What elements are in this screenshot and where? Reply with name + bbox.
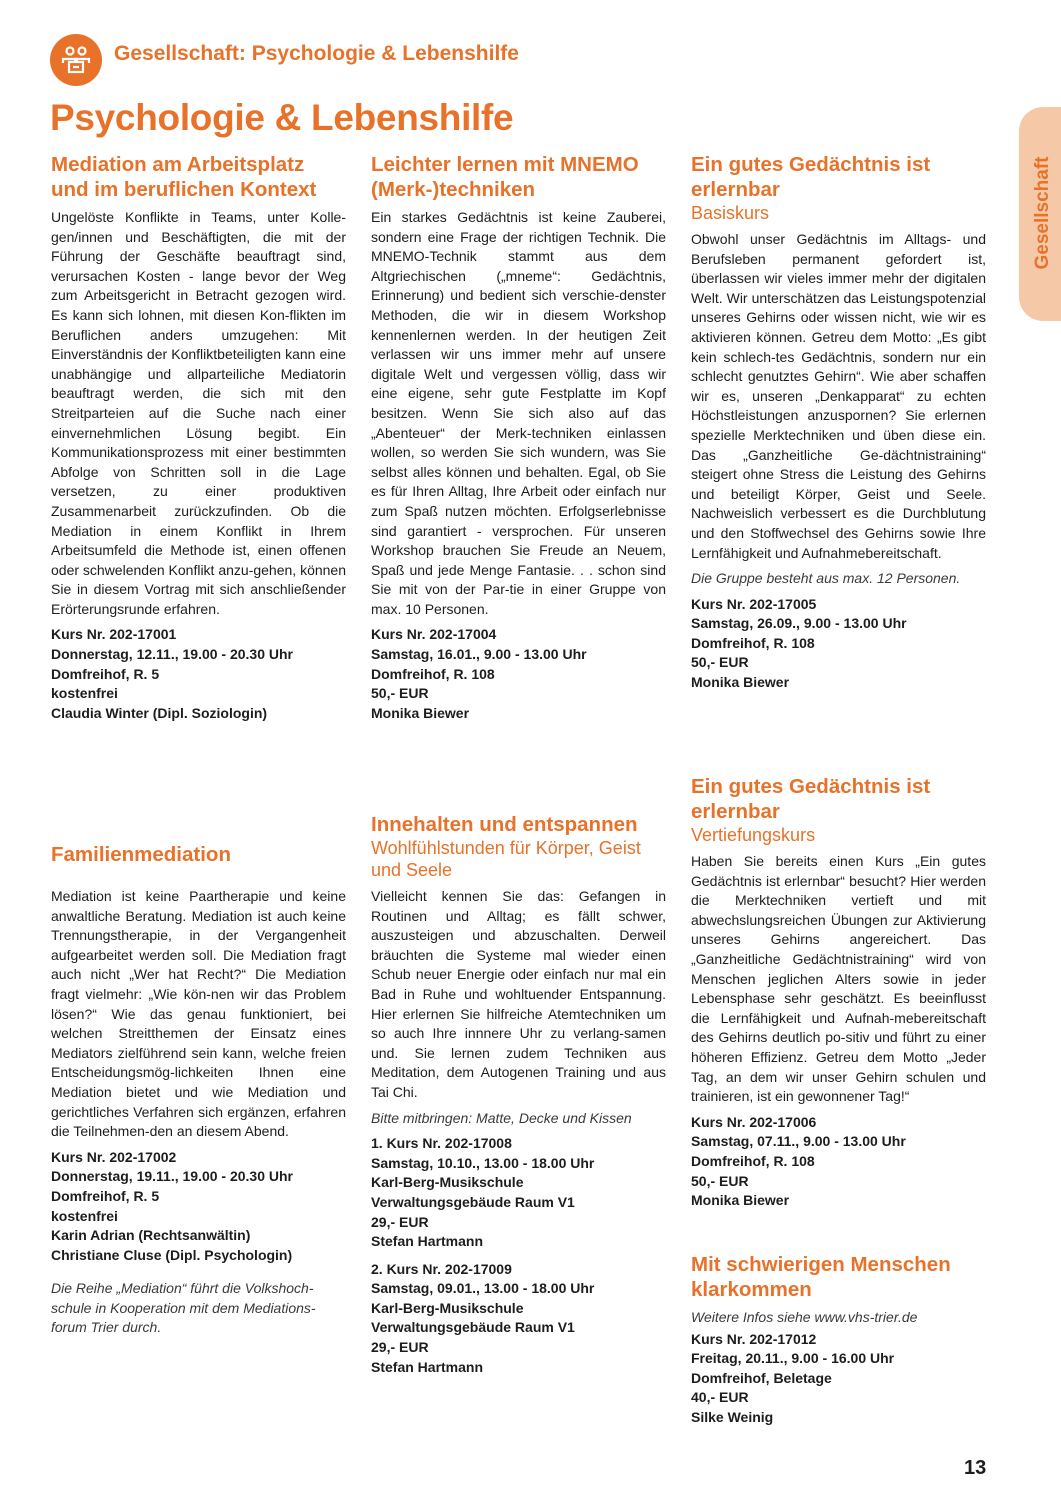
course-title: Familienmediation <box>51 843 231 866</box>
course-title: Ein gutes Gedächtnis ist erlernbar <box>691 775 931 823</box>
course-mnemo <box>371 152 666 723</box>
course-price: 29,- EUR <box>371 1213 429 1230</box>
course-location: Domfreihof, R. 108 <box>691 634 815 651</box>
course-number: Kurs Nr. 202-17001 <box>51 626 177 643</box>
course-title: Ein gutes Gedächtnis ist erlernbar <box>691 153 931 201</box>
course-date: Samstag, 09.01., 13.00 - 18.00 Uhr <box>371 1280 595 1297</box>
course-gedaechtnis-basis <box>691 152 986 693</box>
course-price: kostenfrei <box>51 1207 118 1224</box>
course-description: Vielleicht kennen Sie das: Gefangen in Routinen und Alltag; es fällt schwer, auszusteigen und abzuschalten. Derweil bräuchten die Systeme mal wieder einen Schub neuer Energie oder einfach nur mal ein Bad in Ruhe und wohltuender Entspannung. Hier erlernen Sie hilfreiche Atemtechniken um so auch Ihre innnere Uhr zu verlang-samen und. Sie lernen zudem Techniken aus Meditation, dem Autogenen Training und aus Tai Chi. <box>371 888 666 1100</box>
course-number: 2. Kurs Nr. 202-17009 <box>371 1260 512 1277</box>
course-teacher: Stefan Hartmann <box>371 1233 484 1250</box>
page-title: Psychologie & Lebenshilfe <box>50 97 514 138</box>
course-price: 40,- EUR <box>691 1389 749 1406</box>
course-date: Samstag, 10.10., 13.00 - 18.00 Uhr <box>371 1154 595 1171</box>
course-price: 29,- EUR <box>371 1339 429 1356</box>
section-label: Gesellschaft: Psychologie & Lebenshilfe <box>114 42 519 65</box>
course-number: Kurs Nr. 202-17006 <box>691 1113 817 1130</box>
course-teacher: Monika Biewer <box>691 1192 790 1209</box>
course-number: Kurs Nr. 202-17004 <box>371 626 497 643</box>
course-info <box>371 625 666 723</box>
course-location: Karl-Berg-Musikschule <box>371 1299 524 1316</box>
course-room: Verwaltungsgebäude Raum V1 <box>371 1193 575 1210</box>
course-price: kostenfrei <box>51 685 118 702</box>
course-location: Domfreihof, R. 5 <box>51 665 160 682</box>
course-teacher: Monika Biewer <box>691 674 790 691</box>
course-description: Ein starkes Gedächtnis ist keine Zauberei, sondern eine Frage der richtigen Technik. Die MNEMO-Technik stammt aus dem Altgriechischen („mneme“: Gedächtnis, Erinnerung) und bedient sich verschie-denster Methoden, die wir in diesem Workshop kennenlernen werden. In der heutigen Zeit verlassen wir uns immer mehr auf unsere digitale Welt und vergessen völlig, dass wir eine eigene, sehr gute Festplatte im Kopf besitzen. Wenn Sie sich also auf das „Abenteuer“ der Merk-techniken einlassen wollen, so werden Sie sich wundern, was Sie selbst alles können und behalten. Egal, ob Sie es für Ihren Alltag, Ihre Arbeit oder einfach nur zum Spaß nutzen möchten. Erfolgserlebnisse sind garantiert - versprochen. Für unseren Workshop brauchen Sie Freude an Neuem, Spaß und jede Menge Fantasie. . . schon sind Sie mit von der Par-tie in einer Gruppe von max. 10 Personen. <box>371 209 666 617</box>
course-mediation-arbeitsplatz <box>51 152 346 723</box>
course-subtitle: Wohlfühlstunden für Körper, Geist und Seele <box>371 838 641 880</box>
course-price: 50,- EUR <box>371 685 429 702</box>
course-innehalten <box>371 812 666 1377</box>
course-title: Mit schwierigen Menschen klarkommen <box>691 1253 951 1301</box>
course-number: Kurs Nr. 202-17005 <box>691 595 817 612</box>
course-title: Leichter lernen mit MNEMO (Merk-)techniken <box>371 153 639 201</box>
course-number: Kurs Nr. 202-17002 <box>51 1148 177 1165</box>
course-location: Domfreihof, R. 108 <box>691 1152 815 1169</box>
course-info <box>691 1113 986 1211</box>
course-price: 50,- EUR <box>691 1172 749 1189</box>
course-note: Die Reihe „Mediation“ führt die Volkshoch-schule in Kooperation mit dem Mediations-forum Trier durch. <box>51 1280 316 1336</box>
course-title: Innehalten und entspannen <box>371 813 638 836</box>
course-teacher: Monika Biewer <box>371 704 470 721</box>
course-number: Kurs Nr. 202-17012 <box>691 1330 817 1347</box>
course-info <box>371 1134 666 1377</box>
page-number: 13 <box>964 1457 987 1479</box>
course-note: Die Gruppe besteht aus max. 12 Personen. <box>691 570 961 587</box>
course-location: Domfreihof, R. 5 <box>51 1187 160 1204</box>
course-price: 50,- EUR <box>691 654 749 671</box>
course-gedaechtnis-vertiefung <box>691 774 986 1211</box>
course-description: Ungelöste Konflikte in Teams, unter Kolle-gen/innen und Beschäftigten, die mit der Führung der Geschäfte beauftragt sind, verursachen Kosten - lange bevor der Weg zum Arbeitsgericht in Betracht gezogen wird. Es kann sich lohnen, mit diesen Kon-flikten im Beruflichen anders umzugehen: Mit Einverständnis der Konfliktbeteiligten kann eine unabhängige und allparteiliche Mediatorin beauftragt werden, die sich mit den Streitparteien auf die Suche nach einer einvernehmlichen Lösung begibt. Ein Kommunikationsprozess mit einer bestimmten Abfolge von Schritten soll in die Lage versetzen, zu einer produktiven Zusammenarbeit zurückzufinden. Ob die Mediation in einem Konflikt in Ihrem Arbeitsumfeld die Methode ist, einen offenen oder schwelenden Konflikt anzu-gehen, können Sie in diesem Vortrag mit sich anschließender Erörterungsrunde erfahren. <box>51 209 346 617</box>
course-title: Mediation am Arbeitsplatz und im beruflichen Kontext <box>51 153 317 201</box>
course-description: Haben Sie bereits einen Kurs „Ein gutes Gedächtnis ist erlernbar“ besucht? Hier werden die Merktechniken vertieft und mit abwechslungsreichen Übungen zur Aktivierung unseres Gehirns angereichert. Das „Ganzheitliche Gedächtnistraining“ wird von Menschen jeglichen Alters sowie in jeder Lebensphase sehr geschätzt. Es beeinflusst die Lernfähigkeit und Aufnah-mebereitschaft des Gehirns deutlich po-sitiv und führt zu einer höheren Effizienz. Getreu dem Motto „Jeder Tag, an dem wir unser Gehirn schulen und trainieren, ist ein gewonnener Tag!“ <box>691 853 986 1105</box>
course-teacher: Claudia Winter (Dipl. Soziologin) <box>51 704 268 721</box>
people-group-icon <box>50 34 102 86</box>
course-location: Domfreihof, R. 108 <box>371 665 495 682</box>
course-date: Donnerstag, 19.11., 19.00 - 20.30 Uhr <box>51 1168 294 1185</box>
course-familienmediation <box>51 842 346 1338</box>
course-number: 1. Kurs Nr. 202-17008 <box>371 1135 512 1152</box>
course-date: Samstag, 16.01., 9.00 - 13.00 Uhr <box>371 646 587 663</box>
course-note: Bitte mitbringen: Matte, Decke und Kissen <box>371 1109 632 1126</box>
course-info <box>691 595 986 693</box>
side-tab <box>1019 107 1061 321</box>
course-info <box>51 1148 346 1266</box>
course-date: Samstag, 07.11., 9.00 - 13.00 Uhr <box>691 1133 906 1150</box>
course-description: Mediation ist keine Paartherapie und keine anwaltliche Beratung. Mediation ist auch keine Trennungstherapie, in der Vergangenheit aufgearbeitet werden soll. Die Mediation fragt auch nicht „Wer hat Recht?“ Die Mediation fragt vielmehr: „Wie kön-nen wir das Problem lösen?“ Wie das genau funktioniert, bei welchen Streitthemen der Einsatz eines Mediators zielführend sein kann, welche freien Entscheidungsmög-lichkeiten Ihnen eine Mediation bietet und wie Mediation und gerichtliches Verfahren sich ergänzen, erfahren die Teilnehmen-den an diesem Abend. <box>51 888 346 1140</box>
course-subtitle: Vertiefungskurs <box>691 825 816 845</box>
course-teacher: Stefan Hartmann <box>371 1358 484 1375</box>
course-description: Obwohl unser Gedächtnis im Alltags- und Berufsleben permanent gefordert ist, überlassen wir vieles immer mehr der digitalen Welt. Wir unterschätzen das Leistungspotenzial unseres Gehirns oder wissen nicht, wie wir es aktivieren können. Getreu dem Motto: „Es gibt kein schlech-tes Gedächtnis, sondern nur ein schlecht genutztes Gehirn“. Wie aber schaffen wir es, unseren „Denkapparat“ zu echten Höchstleistungen anzuspornen? Sie erlernen spezielle Merktechniken und üben diese ein. Das „Ganzheitliche Ge-dächtnistraining“ steigert ohne Stress die Leistung des Gehirns und beteiligt Körper, Geist und Seele. Nachweislich verbessert es die Durchblutung und den Stoffwechsel des Gehirns sowie Ihre Lernfähigkeit und Aufnahmebereitschaft. <box>691 231 986 561</box>
course-location: Karl-Berg-Musikschule <box>371 1174 524 1191</box>
course-subtitle: Basiskurs <box>691 203 770 223</box>
course-date: Donnerstag, 12.11., 19.00 - 20.30 Uhr <box>51 646 294 663</box>
course-info <box>51 625 346 723</box>
course-location: Domfreihof, Beletage <box>691 1369 832 1386</box>
course-teacher: Silke Weinig <box>691 1408 774 1425</box>
page-header <box>50 34 750 88</box>
course-note: Weitere Infos siehe www.vhs-trier.de <box>691 1309 918 1325</box>
course-teacher: Karin Adrian (Rechtsanwältin) <box>51 1227 251 1244</box>
course-schwierige-menschen <box>691 1252 986 1428</box>
side-tab-label: Gesellschaft <box>1032 156 1053 270</box>
course-date: Samstag, 26.09., 9.00 - 13.00 Uhr <box>691 615 907 632</box>
course-teacher: Christiane Cluse (Dipl. Psychologin) <box>51 1246 293 1263</box>
course-room: Verwaltungsgebäude Raum V1 <box>371 1319 575 1336</box>
course-info <box>691 1330 986 1428</box>
course-date: Freitag, 20.11., 9.00 - 16.00 Uhr <box>691 1350 895 1367</box>
